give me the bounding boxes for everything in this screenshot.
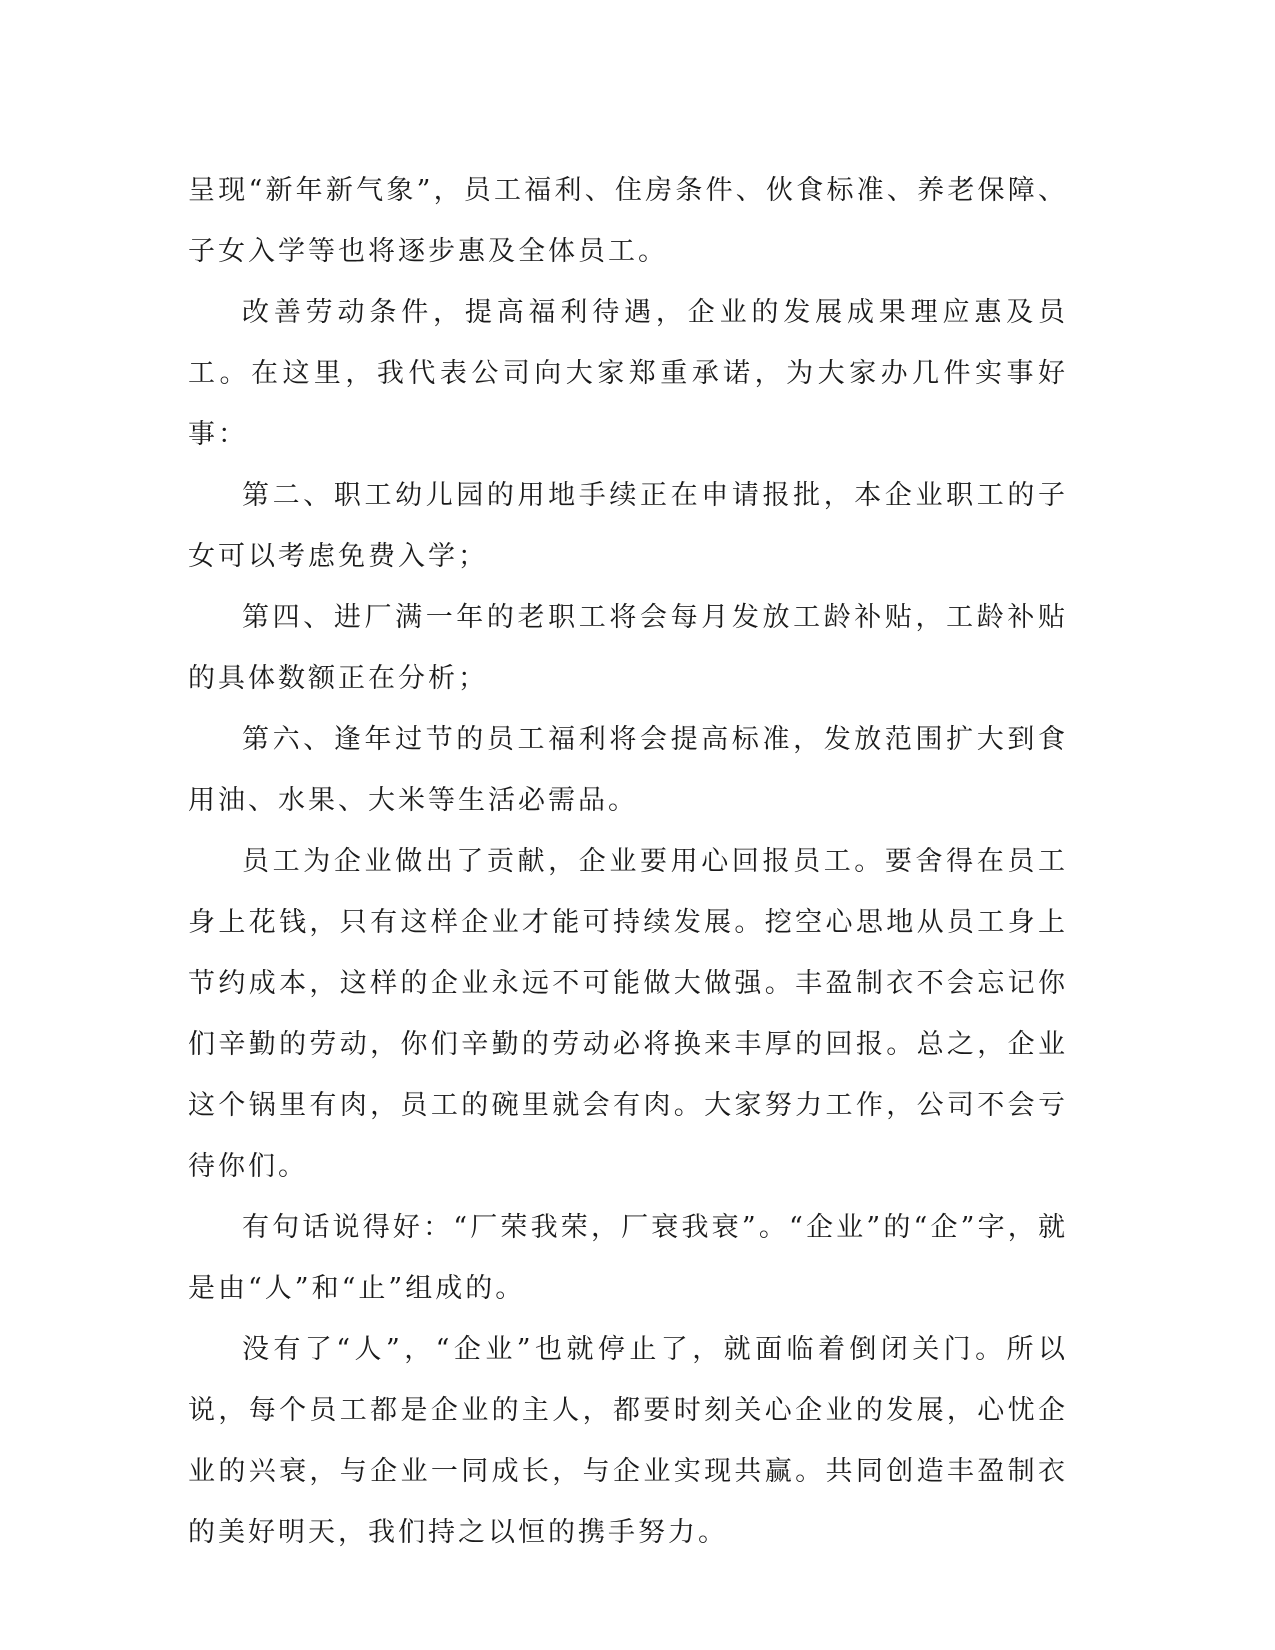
paragraph-improve-conditions: 改善劳动条件，提高福利待遇，企业的发展成果理应惠及员工。在这里，我代表公司向大家郑重承诺，为大家办几件实事好事：: [188, 297, 1068, 450]
document-body: [188, 160, 1068, 1563]
paragraph-item-sixth: 第六、逢年过节的员工福利将会提高标准，发放范围扩大到食用油、水果、大米等生活必需品。: [188, 724, 1068, 816]
paragraph-item-second: 第二、职工幼儿园的用地手续正在申请报批，本企业职工的子女可以考虑免费入学；: [188, 480, 1068, 572]
paragraph-employee-contribution: 员工为企业做出了贡献，企业要用心回报员工。要舍得在员工身上花钱，只有这样企业才能可持续发展。挖空心思地从员工身上节约成本，这样的企业永远不可能做大做强。丰盈制衣不会忘记你们辛勤的劳动，你们辛勤的劳动必将换来丰厚的回报。总之，企业这个锅里有肉，员工的碗里就会有肉。大家努力工作，公司不会亏待你们。: [188, 846, 1068, 1182]
paragraph-saying: 有句话说得好：“厂荣我荣，厂衰我衰”。“企业”的“企”字，就是由“人”和“止”组成的。: [188, 1212, 1068, 1304]
paragraph-conclusion: 没有了“人”，“企业”也就停止了，就面临着倒闭关门。所以说，每个员工都是企业的主人，都要时刻关心企业的发展，心忧企业的兴衰，与企业一同成长，与企业实现共赢。共同创造丰盈制衣的美好明天，我们持之以恒的携手努力。: [188, 1334, 1068, 1548]
paragraph-continued: 呈现“新年新气象”，员工福利、住房条件、伙食标准、养老保障、子女入学等也将逐步惠及全体员工。: [188, 175, 1068, 267]
paragraph-item-fourth: 第四、进厂满一年的老职工将会每月发放工龄补贴，工龄补贴的具体数额正在分析；: [188, 602, 1068, 694]
